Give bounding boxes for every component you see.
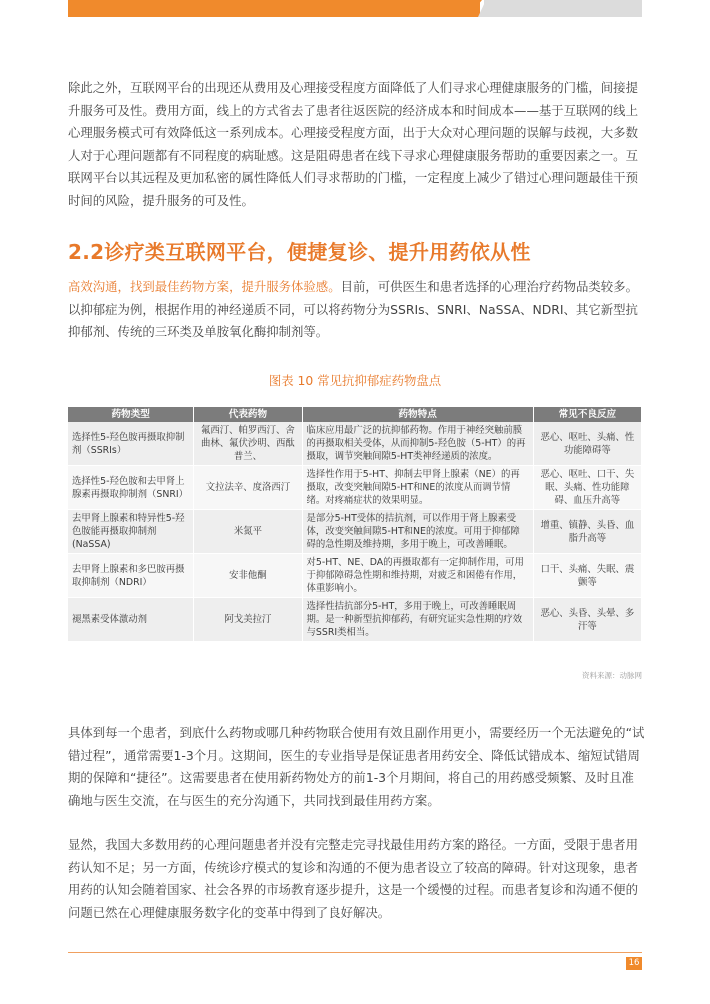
- table-row: [68, 510, 642, 554]
- cell-features: 临床应用最广泛的抗抑郁药物。作用于神经突触前膜的再摄取相关受体，从而抑制5-羟色胺（5-HT）的再摄取，调节突触间隙5-HT类神经递质的浓度。: [302, 422, 533, 466]
- paragraph-section: [68, 276, 646, 344]
- header-side-effects: 常见不良反应: [533, 407, 641, 422]
- cell-side-effects: 增重、镇静、头昏、血脂升高等: [533, 510, 641, 554]
- cell-drug-type: 选择性5-羟色胺和去甲肾上腺素再摄取抑制剂（SNRI）: [68, 466, 194, 510]
- paragraph-intro: 除此之外，互联网平台的出现还从费用及心理接受程度方面降低了人们寻求心理健康服务的门槛，间接提升服务可及性。费用方面，线上的方式省去了患者往返医院的经济成本和时间成本——基于互联网的线上心理服务模式可有效降低这一系列成本。心理接受程度方面，出于大众对心理问题的误解与歧视，大多数人对于心理问题都有不同程度的病耻感。这是阻碍患者在线下寻求心理健康服务帮助的重要因素之一。互联网平台以其远程及更加私密的属性降低人们寻求帮助的门槛，一定程度上减少了错过心理问题最佳干预时间的风险，提升服务的可及性。: [68, 80, 638, 208]
- header-bar: [0, 0, 710, 20]
- cell-drugs: 安非他酮: [194, 554, 302, 598]
- cell-drug-type: 去甲肾上腺素和多巴胺再摄取抑制剂（NDRI）: [68, 554, 194, 598]
- section-heading: 2.2诊疗类互联网平台，便捷复诊、提升用药依从性: [68, 240, 531, 264]
- paragraph-section-body: 目前，可供医生和患者选择的心理治疗药物品类较多。以抑郁症为例，根据作用的神经递质不同，可以将药物分为SSRIs、SNRI、NaSSA、NDRI、其它新型抗抑郁剂、传统的三环类及单胺氧化酶抑制剂等。: [68, 279, 638, 339]
- cell-drugs: 文拉法辛、度洛西汀: [194, 466, 302, 510]
- page-number: 16: [626, 957, 642, 970]
- header-accent-bar: [68, 0, 480, 17]
- cell-drug-type: 褪黑素受体激动剂: [68, 598, 194, 642]
- header-gray-bar: [484, 0, 642, 17]
- header-drug-features: 药物特点: [302, 407, 533, 422]
- cell-side-effects: 恶心、呕吐、口干、失眠、头痛、性功能障碍、血压升高等: [533, 466, 641, 510]
- cell-drug-type: 选择性5-羟色胺再摄取抑制剂（SSRIs）: [68, 422, 194, 466]
- cell-drugs: 氟西汀、帕罗西汀、舍曲林、氟伏沙明、西酞普兰、: [194, 422, 302, 466]
- paragraph-conclusion: 显然，我国大多数用药的心理问题患者并没有完整走完寻找最佳用药方案的路径。一方面，受限于患者用药认知不足；另一方面，传统诊疗模式的复诊和沟通的不便为患者设立了较高的障碍。针对这现象，患者用药的认知会随着国家、社会各界的市场教育逐步提升，这是一个缓慢的过程。而患者复诊和沟通不便的问题已然在心理健康服务数字化的变革中得到了良好解决。: [68, 837, 638, 920]
- table-row: [68, 598, 642, 642]
- header-drug-type: 药物类型: [68, 407, 194, 422]
- cell-features: 选择性作用于5-HT、抑制去甲肾上腺素（NE）的再摄取，改变突触间隙5-HT和NE的浓度从而调节情绪。对疼痛症状的效果明显。: [302, 466, 533, 510]
- figure-source: 资料来源：动脉网: [582, 671, 642, 680]
- figure-title: 图表 10 常见抗抑郁症药物盘点: [268, 373, 442, 388]
- cell-drugs: 阿戈美拉汀: [194, 598, 302, 642]
- cell-drugs: 米氮平: [194, 510, 302, 554]
- header-representative-drugs: 代表药物: [194, 407, 302, 422]
- paragraph-highlight: 高效沟通，找到最佳药物方案，提升服务体验感。: [68, 279, 341, 294]
- cell-side-effects: 恶心、头昏、头晕、多汗等: [533, 598, 641, 642]
- cell-features: 是部分5-HT受体的拮抗剂，可以作用于肾上腺素受体，改变突触间隙5-HT和NE的浓度。可用于抑郁障碍的急性期及维持期，多用于晚上，可改善睡眠。: [302, 510, 533, 554]
- cell-features: 选择性拮抗部分5-HT，多用于晚上，可改善睡眠周期。是一种新型抗抑郁药，有研究证实急性期的疗效与SSRI类相当。: [302, 598, 533, 642]
- table-row: [68, 466, 642, 510]
- table-header-row: [68, 407, 642, 422]
- paragraph-trial-process: 具体到每一个患者，到底什么药物或哪几种药物联合使用有效且副作用更小，需要经历一个无法避免的“试错过程”，通常需要1-3个月。这期间，医生的专业指导是保证患者用药安全、降低试错成本、缩短试错周期的保障和“捷径”。这需要患者在使用新药物处方的前1-3个月期间，将自己的用药感受频繁、及时且准确地与医生交流，在与医生的充分沟通下，共同找到最佳用药方案。: [68, 725, 645, 808]
- cell-side-effects: 口干、头痛、失眠、震颤等: [533, 554, 641, 598]
- footer-divider: [68, 952, 642, 953]
- drug-table: [68, 407, 642, 642]
- cell-features: 对5-HT、NE、DA的再摄取都有一定抑制作用，可用于抑郁障碍急性期和维持期，对疲乏和困倦有作用，体重影响小。: [302, 554, 533, 598]
- table-row: [68, 554, 642, 598]
- cell-side-effects: 恶心、呕吐、头痛、性功能障碍等: [533, 422, 641, 466]
- cell-drug-type: 去甲肾上腺素和特异性5-羟色胺能再摄取抑制剂(NaSSA): [68, 510, 194, 554]
- table-row: [68, 422, 642, 466]
